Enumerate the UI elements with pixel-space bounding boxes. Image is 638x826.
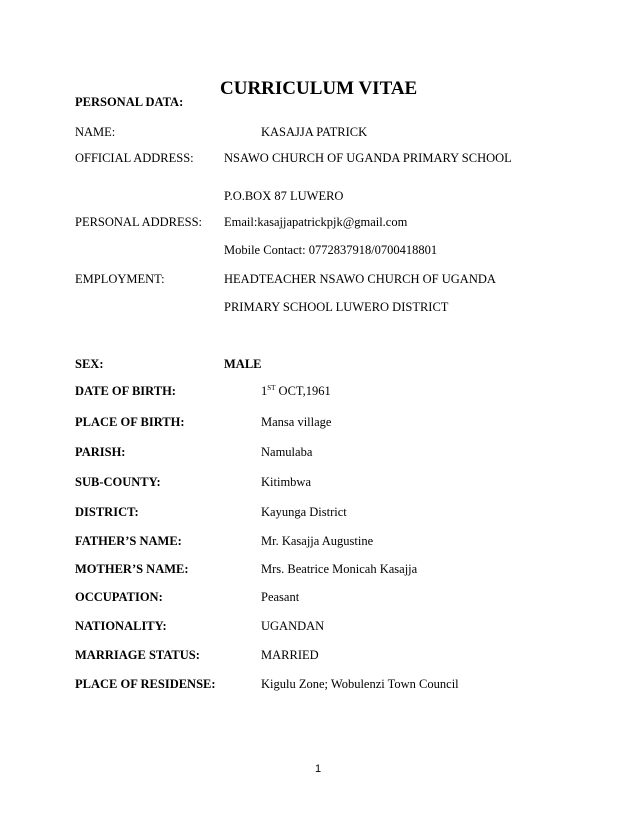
sex-value: MALE [224, 357, 262, 371]
employment-line1: HEADTEACHER NSAWO CHURCH OF UGANDA [224, 272, 496, 286]
sex-label: SEX: [75, 357, 104, 371]
detail-value-occupation: Peasant [261, 590, 300, 604]
detail-label-nationality: NATIONALITY: [75, 619, 167, 633]
detail-value-district: Kayunga District [261, 505, 347, 519]
employment-label: EMPLOYMENT: [75, 272, 165, 286]
detail-value-mothers-name: Mrs. Beatrice Monicah Kasajja [261, 562, 418, 576]
official-address-line1: NSAWO CHURCH OF UGANDA PRIMARY SCHOOL [224, 151, 512, 165]
detail-value-sub-county: Kitimbwa [261, 475, 311, 489]
detail-label-date-of-birth: DATE OF BIRTH: [75, 384, 176, 398]
detail-label-mothers-name: MOTHER’S NAME: [75, 562, 189, 576]
employment-line2: PRIMARY SCHOOL LUWERO DISTRICT [224, 300, 449, 314]
detail-label-parish: PARISH: [75, 445, 126, 459]
dob-month-year: OCT,1961 [275, 384, 331, 398]
detail-value-fathers-name: Mr. Kasajja Augustine [261, 534, 374, 548]
detail-label-place-of-residence: PLACE OF RESIDENSE: [75, 677, 216, 691]
page-number: 1 [315, 763, 322, 775]
detail-label-fathers-name: FATHER’S NAME: [75, 534, 182, 548]
detail-label-sub-county: SUB-COUNTY: [75, 475, 161, 489]
detail-label-place-of-birth: PLACE OF BIRTH: [75, 415, 185, 429]
detail-value-nationality: UGANDAN [261, 619, 325, 633]
dob-ordinal-suffix: ST [267, 383, 276, 392]
name-label: NAME: [75, 125, 116, 139]
detail-value-place-of-residence: Kigulu Zone; Wobulenzi Town Council [261, 677, 459, 691]
official-address-label: OFFICIAL ADDRESS: [75, 151, 194, 165]
detail-value-place-of-birth: Mansa village [261, 415, 332, 429]
official-address-line2: P.O.BOX 87 LUWERO [224, 189, 344, 203]
detail-value-parish: Namulaba [261, 445, 313, 459]
name-value: KASAJJA PATRICK [261, 125, 368, 139]
detail-label-occupation: OCCUPATION: [75, 590, 163, 604]
detail-value-date-of-birth [261, 385, 331, 398]
detail-label-marriage-status: MARRIAGE STATUS: [75, 648, 200, 662]
personal-address-label: PERSONAL ADDRESS: [75, 215, 202, 229]
dob-day: 1 [261, 384, 268, 398]
mobile-contact-text: Mobile Contact: 0772837918/0700418801 [224, 243, 438, 257]
section-heading-personal-data: PERSONAL DATA: [75, 95, 184, 109]
detail-value-marriage-status: MARRIED [261, 648, 319, 662]
page-title: CURRICULUM VITAE [220, 78, 418, 99]
detail-label-district: DISTRICT: [75, 505, 139, 519]
email-text: Email:kasajjapatrickpjk@gmail.com [224, 215, 408, 229]
